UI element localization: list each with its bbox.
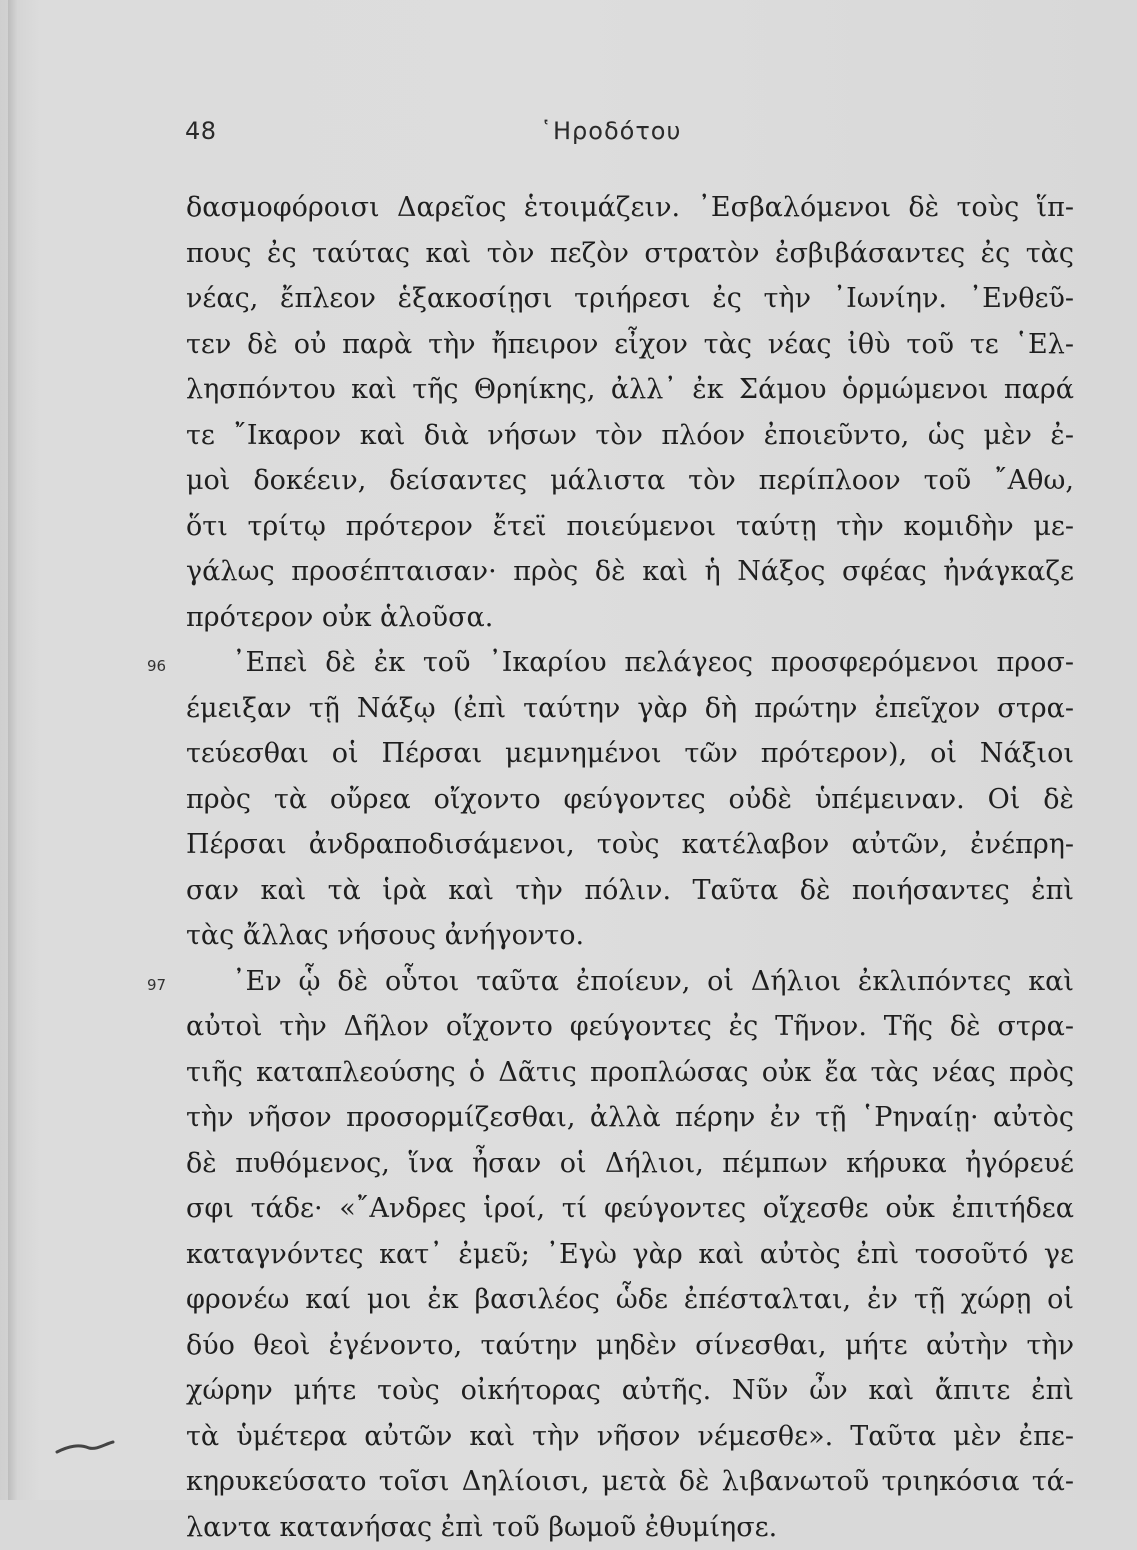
text-line bbox=[0, 640, 1137, 686]
text-line bbox=[0, 185, 1137, 231]
text-line bbox=[0, 822, 1137, 868]
line-text: κηρυκεύσατο τοῖσι Δηλίοισι, μετὰ δὲ λιβανωτοῦ τριηκόσια τά- bbox=[186, 1459, 1074, 1505]
section-number: 96 bbox=[147, 644, 166, 690]
line-text: έμειξαν τῇ Νάξῳ (ἐπὶ ταύτην γὰρ δὴ πρώτην ἐπεῖχον στρα- bbox=[186, 686, 1074, 732]
text-line bbox=[0, 1414, 1137, 1460]
text-line bbox=[0, 595, 1137, 641]
text-line bbox=[0, 1505, 1137, 1550]
line-text: πρότερον οὐκ ἁλοῦσα. bbox=[186, 595, 493, 641]
line-text: δασμοφόροισι Δαρεῖος ἑτοιμάζειν. ᾿Εσβαλόμενοι δὲ τοὺς ἵπ- bbox=[186, 185, 1074, 231]
section-number: 97 bbox=[147, 963, 166, 1009]
text-line bbox=[0, 959, 1137, 1005]
text-line bbox=[0, 367, 1137, 413]
line-text: τιῆς καταπλεούσης ὁ Δᾶτις προπλώσας οὐκ ἔα τὰς νέας πρὸς bbox=[186, 1050, 1074, 1096]
text-line bbox=[0, 1095, 1137, 1141]
text-line bbox=[0, 868, 1137, 914]
line-text: νέας, ἔπλεον ἑξακοσίῃσι τριήρεσι ἐς τὴν ᾿Ιωνίην. ᾿Ενθεῦ- bbox=[186, 276, 1074, 322]
line-text: μοὶ δοκέειν, δείσαντες μάλιστα τὸν περίπλοον τοῦ ῎Αθω, bbox=[186, 458, 1074, 504]
line-text: Πέρσαι ἀνδραποδισάμενοι, τοὺς κατέλαβον αὐτῶν, ἐνέπρη- bbox=[186, 822, 1074, 868]
text-line bbox=[0, 231, 1137, 277]
line-text: τεύεσθαι οἱ Πέρσαι μεμνημένοι τῶν πρότερον), οἱ Νάξιοι bbox=[186, 731, 1074, 777]
line-text: τὴν νῆσον προσορμίζεσθαι, ἀλλὰ πέρην ἐν τῇ ῾Ρηναίῃ· αὐτὸς bbox=[186, 1095, 1074, 1141]
line-text: πους ἐς ταύτας καὶ τὸν πεζὸν στρατὸν ἐσβιβάσαντες ἐς τὰς bbox=[186, 231, 1074, 277]
line-text: τὰ ὑμέτερα αὐτῶν καὶ τὴν νῆσον νέμεσθε». Ταῦτα μὲν ἐπε- bbox=[186, 1414, 1074, 1460]
text-line bbox=[0, 1368, 1137, 1414]
text-line bbox=[0, 1004, 1137, 1050]
line-text: δὲ πυθόμενος, ἵνα ἦσαν οἱ Δήλιοι, πέμπων κήρυκα ἠγόρευέ bbox=[186, 1141, 1074, 1187]
line-text: λησπόντου καὶ τῆς Θρηίκης, ἀλλ᾿ ἐκ Σάμου ὁρμώμενοι παρά bbox=[186, 367, 1074, 413]
line-text: σαν καὶ τὰ ἱρὰ καὶ τὴν πόλιν. Ταῦτα δὲ ποιήσαντες ἐπὶ bbox=[186, 868, 1074, 914]
text-line bbox=[0, 1050, 1137, 1096]
line-text: ᾿Επεὶ δὲ ἐκ τοῦ ᾿Ικαρίου πελάγεος προσφερόμενοι προσ- bbox=[232, 640, 1074, 686]
text-line bbox=[0, 413, 1137, 459]
line-text: τεν δὲ οὐ παρὰ τὴν ἤπειρον εἶχον τὰς νέας ἰθὺ τοῦ τε ῾Ελ- bbox=[186, 322, 1074, 368]
text-line bbox=[0, 1141, 1137, 1187]
line-text: γάλως προσέπταισαν· πρὸς δὲ καὶ ἡ Νάξος σφέας ἠνάγκαζε bbox=[186, 549, 1074, 595]
line-text: τὰς ἄλλας νήσους ἀνήγοντο. bbox=[186, 913, 584, 959]
line-text: καταγνόντες κατ᾿ ἐμεῦ; ᾿Εγὼ γὰρ καὶ αὐτὸς ἐπὶ τοσοῦτό γε bbox=[186, 1232, 1074, 1278]
text-line bbox=[0, 504, 1137, 550]
text-line bbox=[0, 276, 1137, 322]
line-text: αὐτοὶ τὴν Δῆλον οἴχοντο φεύγοντες ἐς Τῆνον. Τῆς δὲ στρα- bbox=[186, 1004, 1074, 1050]
ink-smudge bbox=[55, 1440, 115, 1456]
text-line bbox=[0, 322, 1137, 368]
text-line bbox=[0, 1232, 1137, 1278]
text-line bbox=[0, 1277, 1137, 1323]
text-line bbox=[0, 777, 1137, 823]
text-line bbox=[0, 1186, 1137, 1232]
text-line bbox=[0, 458, 1137, 504]
text-line bbox=[0, 1459, 1137, 1505]
text-line bbox=[0, 686, 1137, 732]
line-text: τε ῎Ικαρον καὶ διὰ νήσων τὸν πλόον ἐποιεῦντο, ὡς μὲν ἐ- bbox=[186, 413, 1074, 459]
text-line bbox=[0, 731, 1137, 777]
line-text: ᾿Εν ᾧ δὲ οὗτοι ταῦτα ἐποίευν, οἱ Δήλιοι ἐκλιπόντες καὶ bbox=[232, 959, 1074, 1005]
line-text: δύο θεοὶ ἐγένοντο, ταύτην μηδὲν σίνεσθαι, μήτε αὐτὴν τὴν bbox=[186, 1323, 1074, 1369]
text-line bbox=[0, 549, 1137, 595]
line-text: φρονέω καί μοι ἐκ βασιλέος ὧδε ἐπέσταλται, ἐν τῇ χώρῃ οἱ bbox=[186, 1277, 1074, 1323]
line-text: ὅτι τρίτῳ πρότερον ἔτεϊ ποιεύμενοι ταύτῃ τὴν κομιδὴν με- bbox=[186, 504, 1074, 550]
body-text bbox=[0, 185, 1137, 1550]
page-number: 48 bbox=[185, 117, 217, 145]
line-text: χώρην μήτε τοὺς οἰκήτορας αὐτῆς. Νῦν ὦν καὶ ἄπιτε ἐπὶ bbox=[186, 1368, 1074, 1414]
text-line bbox=[0, 913, 1137, 959]
line-text: λαντα κατανήσας ἐπὶ τοῦ βωμοῦ ἐθυμίησε. bbox=[186, 1505, 777, 1550]
line-text: πρὸς τὰ οὔρεα οἴχοντο φεύγοντες οὐδὲ ὑπέμειναν. Οἱ δὲ bbox=[186, 777, 1074, 823]
line-text: σφι τάδε· «῎Ανδρες ἱροί, τί φεύγοντες οἴχεσθε οὐκ ἐπιτήδεα bbox=[186, 1186, 1074, 1232]
text-line bbox=[0, 1323, 1137, 1369]
running-title: ῾Ηροδότου bbox=[540, 117, 681, 145]
